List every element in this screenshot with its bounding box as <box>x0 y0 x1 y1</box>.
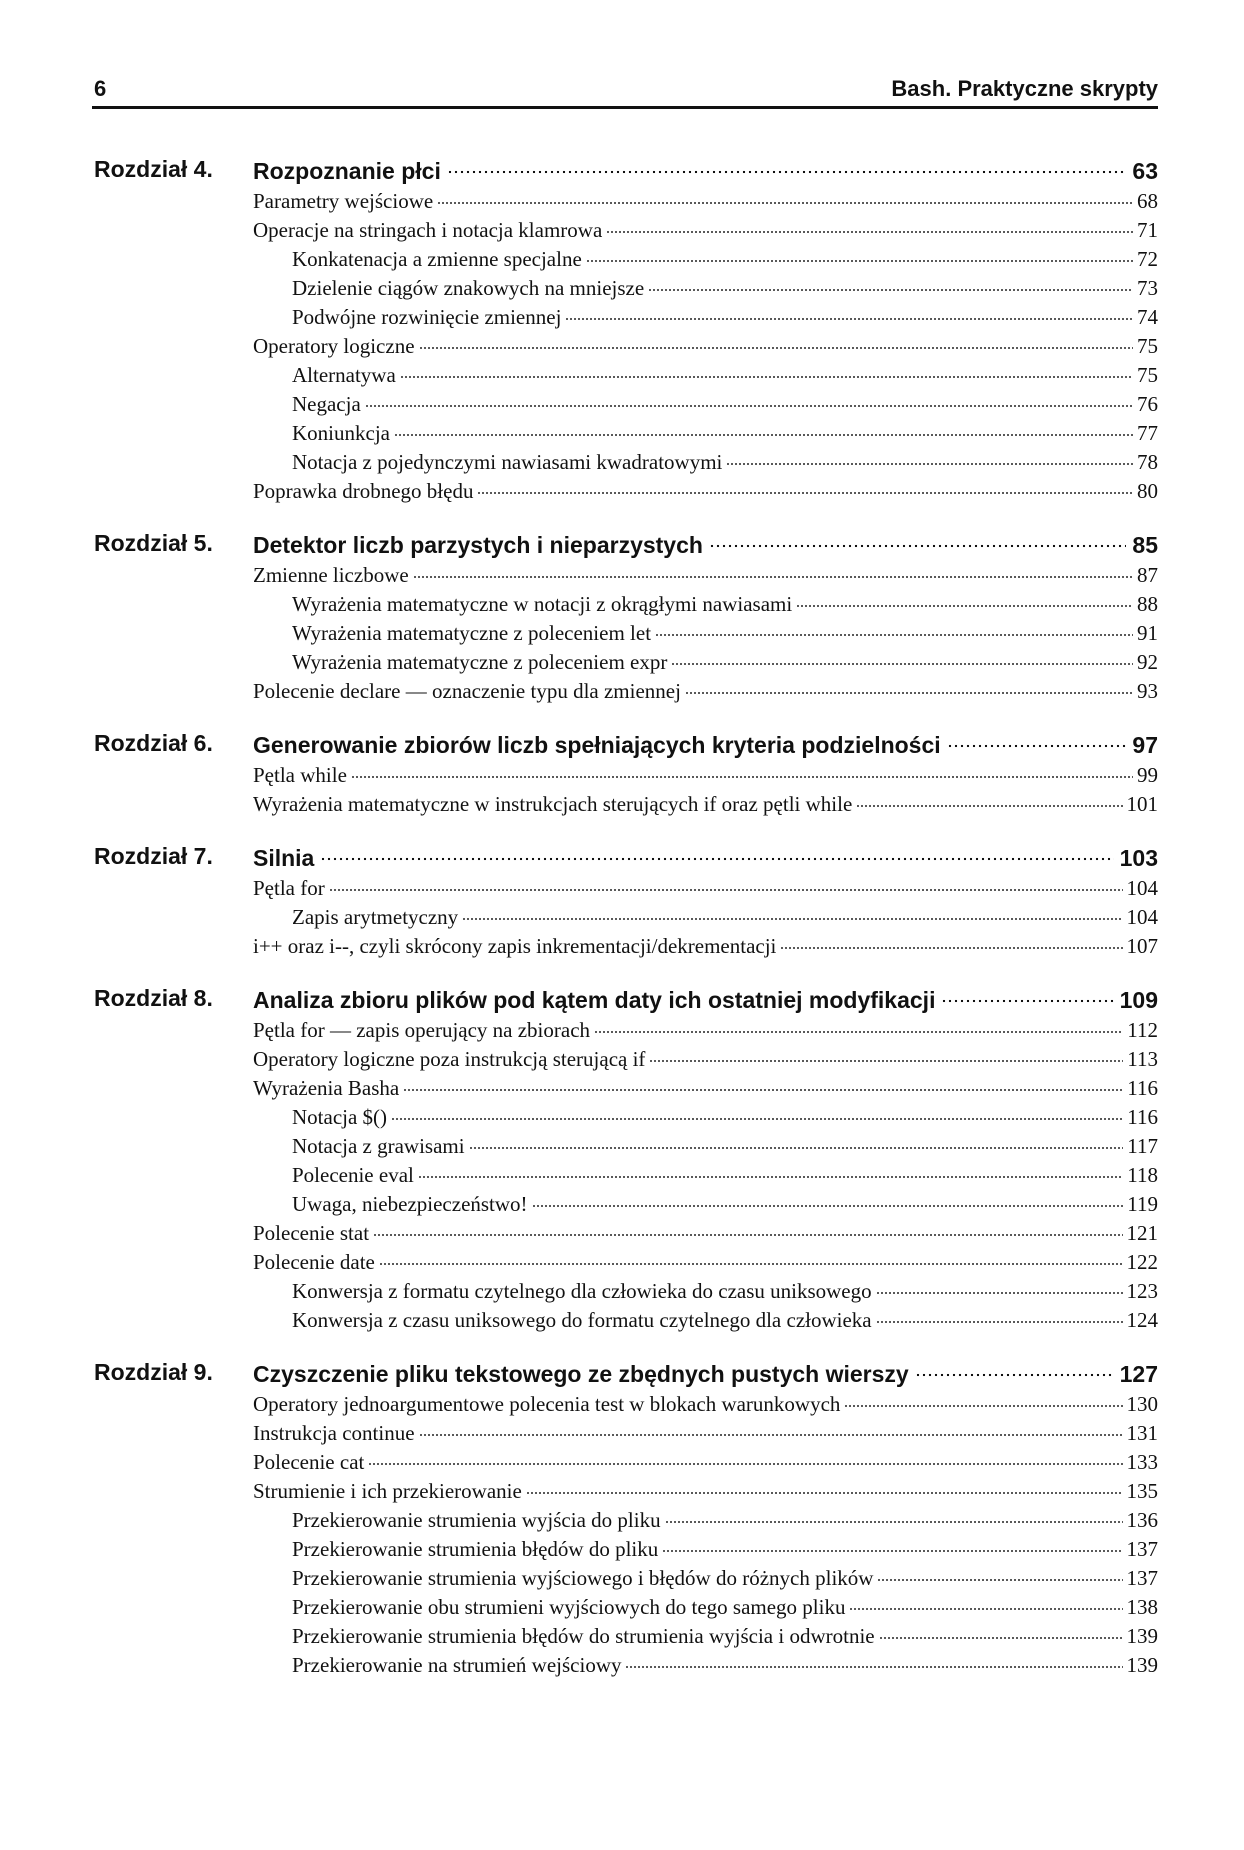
toc-chapter <box>92 152 1158 506</box>
entry-title: Notacja z grawisami <box>292 1134 465 1158</box>
dot-leader <box>726 448 1133 469</box>
entry-page-number: 117 <box>1127 1134 1158 1158</box>
entry-page-number: 118 <box>1127 1163 1158 1187</box>
entry-page-number: 72 <box>1137 247 1158 271</box>
entry-page-number: 137 <box>1126 1566 1158 1590</box>
entry-page-number: 88 <box>1137 592 1158 616</box>
entry-page-number: 75 <box>1137 334 1158 358</box>
toc-chapter <box>92 1355 1158 1680</box>
dot-leader <box>671 648 1133 669</box>
chapter-heading <box>92 839 1158 874</box>
toc-section <box>253 761 1158 790</box>
entry-title: Polecenie date <box>253 1250 375 1274</box>
toc-section <box>253 1448 1158 1477</box>
toc-subsection <box>292 1651 1158 1680</box>
dot-leader <box>876 1277 1123 1298</box>
chapter-title-line <box>253 843 1158 872</box>
entry-title: Uwaga, niebezpieczeństwo! <box>292 1192 528 1216</box>
entry-page-number: 107 <box>1126 934 1158 958</box>
chapter-heading <box>92 726 1158 761</box>
entry-page-number: 139 <box>1126 1653 1158 1677</box>
chapter-title: Rozpoznanie płci <box>253 158 441 184</box>
chapter-page-number: 103 <box>1119 845 1158 871</box>
chapter-heading <box>92 526 1158 561</box>
dot-leader <box>947 730 1127 753</box>
entry-title: Konwersja z formatu czytelnego dla człowieka do czasu uniksowego <box>292 1279 872 1303</box>
entry-title: Pętla while <box>253 763 347 787</box>
chapter-heading <box>92 152 1158 187</box>
chapter-title-line <box>253 1359 1158 1388</box>
book-title: Bash. Praktyczne skrypty <box>891 76 1158 101</box>
entry-title: Podwójne rozwinięcie zmiennej <box>292 305 562 329</box>
entry-page-number: 116 <box>1127 1076 1158 1100</box>
dot-leader <box>437 187 1133 208</box>
dot-leader <box>849 1593 1122 1614</box>
entry-title: Koniunkcja <box>292 421 390 445</box>
toc-chapter <box>92 526 1158 706</box>
toc-subsection <box>292 1132 1158 1161</box>
toc-subsection <box>292 303 1158 332</box>
entry-page-number: 87 <box>1137 563 1158 587</box>
entry-title: Alternatywa <box>292 363 396 387</box>
toc-chapter <box>92 726 1158 819</box>
dot-leader <box>709 530 1126 553</box>
chapter-title: Analiza zbioru plików pod kątem daty ich ostatniej modyfikacji <box>253 987 936 1013</box>
dot-leader <box>879 1622 1123 1643</box>
chapter-label: Rozdział 4. <box>94 156 213 182</box>
toc-subsection <box>292 1161 1158 1190</box>
chapter-title-line <box>253 985 1158 1014</box>
entry-page-number: 121 <box>1126 1221 1158 1245</box>
table-of-contents <box>92 152 1158 1700</box>
entry-title: Poprawka drobnego błędu <box>253 479 474 503</box>
dot-leader <box>462 903 1122 924</box>
chapter-label: Rozdział 5. <box>94 530 213 556</box>
dot-leader <box>329 874 1123 895</box>
entry-title: Operatory logiczne <box>253 334 415 358</box>
toc-section <box>253 1248 1158 1277</box>
entry-page-number: 137 <box>1126 1537 1158 1561</box>
entry-title: Instrukcja continue <box>253 1421 415 1445</box>
dot-leader <box>419 1419 1123 1440</box>
toc-section <box>253 477 1158 506</box>
dot-leader <box>368 1448 1122 1469</box>
toc-subsection <box>292 361 1158 390</box>
entry-title: Wyrażenia matematyczne z poleceniem let <box>292 621 652 645</box>
toc-section <box>253 874 1158 903</box>
entry-title: Pętla for <box>253 876 325 900</box>
entry-page-number: 93 <box>1137 679 1158 703</box>
entry-page-number: 76 <box>1137 392 1158 416</box>
entry-title: Operacje na stringach i notacja klamrowa <box>253 218 603 242</box>
page-number: 6 <box>94 76 107 101</box>
entry-page-number: 131 <box>1126 1421 1158 1445</box>
chapter-heading <box>92 981 1158 1016</box>
entry-page-number: 91 <box>1137 621 1158 645</box>
entry-page-number: 75 <box>1137 363 1158 387</box>
entry-page-number: 92 <box>1137 650 1158 674</box>
entry-title: Polecenie declare — oznaczenie typu dla zmiennej <box>253 679 681 703</box>
entry-title: Polecenie cat <box>253 1450 365 1474</box>
chapter-page-number: 97 <box>1132 732 1158 758</box>
toc-section <box>253 187 1158 216</box>
toc-chapter <box>92 839 1158 961</box>
toc-subsection <box>292 1306 1158 1335</box>
entry-title: Zmienne liczbowe <box>253 563 409 587</box>
entry-title: Pętla for — zapis operujący na zbiorach <box>253 1018 591 1042</box>
entry-page-number: 104 <box>1126 905 1158 929</box>
entry-title: Polecenie stat <box>253 1221 370 1245</box>
dot-leader <box>526 1477 1123 1498</box>
chapter-label: Rozdział 6. <box>94 730 213 756</box>
entry-title: Operatory logiczne poza instrukcją sterującą if <box>253 1047 646 1071</box>
dot-leader <box>418 1161 1123 1182</box>
entry-page-number: 138 <box>1126 1595 1158 1619</box>
chapter-page-number: 109 <box>1119 987 1158 1013</box>
toc-section <box>253 1219 1158 1248</box>
dot-leader <box>877 1564 1122 1585</box>
entry-page-number: 74 <box>1137 305 1158 329</box>
dot-leader <box>780 932 1122 953</box>
entry-title: Konkatenacja a zmienne specjalne <box>292 247 582 271</box>
entry-title: Operatory jednoargumentowe polecenia test w blokach warunkowych <box>253 1392 841 1416</box>
entry-title: Dzielenie ciągów znakowych na mniejsze <box>292 276 645 300</box>
toc-subsection <box>292 1277 1158 1306</box>
dot-leader <box>403 1074 1123 1095</box>
entry-page-number: 124 <box>1126 1308 1158 1332</box>
dot-leader <box>586 245 1133 266</box>
entry-page-number: 73 <box>1137 276 1158 300</box>
entry-page-number: 104 <box>1126 876 1158 900</box>
chapter-title: Generowanie zbiorów liczb spełniających kryteria podzielności <box>253 732 941 758</box>
toc-section <box>253 1477 1158 1506</box>
chapter-page-number: 63 <box>1132 158 1158 184</box>
entry-title: Negacja <box>292 392 361 416</box>
chapter-title-line <box>253 156 1158 185</box>
toc-section <box>253 1390 1158 1419</box>
dot-leader <box>373 1219 1122 1240</box>
dot-leader <box>655 619 1133 640</box>
dot-leader <box>447 156 1127 179</box>
toc-subsection <box>292 448 1158 477</box>
dot-leader <box>796 590 1133 611</box>
entry-title: Wyrażenia matematyczne z poleceniem expr <box>292 650 668 674</box>
toc-subsection <box>292 1622 1158 1651</box>
entry-page-number: 136 <box>1126 1508 1158 1532</box>
entry-page-number: 116 <box>1127 1105 1158 1129</box>
dot-leader <box>648 274 1133 295</box>
chapter-title-line <box>253 730 1158 759</box>
dot-leader <box>915 1359 1114 1382</box>
entry-title: Przekierowanie obu strumieni wyjściowych do tego samego pliku <box>292 1595 846 1619</box>
dot-leader <box>565 303 1133 324</box>
toc-section <box>253 1016 1158 1045</box>
chapter-page-number: 127 <box>1119 1361 1158 1387</box>
toc-chapter <box>92 981 1158 1335</box>
toc-section <box>253 790 1158 819</box>
toc-subsection <box>292 903 1158 932</box>
dot-leader <box>391 1103 1123 1124</box>
dot-leader <box>856 790 1122 811</box>
dot-leader <box>649 1045 1123 1066</box>
entry-title: Wyrażenia matematyczne w notacji z okrągłymi nawiasami <box>292 592 793 616</box>
toc-subsection <box>292 1190 1158 1219</box>
dot-leader <box>876 1306 1123 1327</box>
entry-title: Strumienie i ich przekierowanie <box>253 1479 522 1503</box>
entry-title: Notacja z pojedynczymi nawiasami kwadratowymi <box>292 450 723 474</box>
toc-subsection <box>292 619 1158 648</box>
entry-title: Notacja $() <box>292 1105 388 1129</box>
entry-page-number: 135 <box>1126 1479 1158 1503</box>
toc-subsection <box>292 1506 1158 1535</box>
dot-leader <box>365 390 1133 411</box>
entry-page-number: 113 <box>1127 1047 1158 1071</box>
dot-leader <box>469 1132 1124 1153</box>
dot-leader <box>625 1651 1122 1672</box>
dot-leader <box>665 1506 1123 1527</box>
entry-title: Wyrażenia matematyczne w instrukcjach sterujących if oraz pętli while <box>253 792 853 816</box>
entry-title: i++ oraz i--, czyli skrócony zapis inkrementacji/dekrementacji <box>253 934 777 958</box>
entry-page-number: 112 <box>1127 1018 1158 1042</box>
entry-title: Wyrażenia Basha <box>253 1076 400 1100</box>
chapter-title: Czyszczenie pliku tekstowego ze zbędnych pustych wierszy <box>253 1361 909 1387</box>
entry-title: Przekierowanie strumienia wyjścia do pliku <box>292 1508 661 1532</box>
entry-title: Parametry wejściowe <box>253 189 434 213</box>
entry-title: Przekierowanie na strumień wejściowy <box>292 1653 622 1677</box>
toc-subsection <box>292 1564 1158 1593</box>
toc-section <box>253 216 1158 245</box>
toc-section <box>253 561 1158 590</box>
dot-leader <box>594 1016 1123 1037</box>
entry-page-number: 77 <box>1137 421 1158 445</box>
toc-subsection <box>292 274 1158 303</box>
toc-subsection <box>292 1103 1158 1132</box>
entry-title: Zapis arytmetyczny <box>292 905 459 929</box>
toc-section <box>253 932 1158 961</box>
dot-leader <box>400 361 1133 382</box>
chapter-title-line <box>253 530 1158 559</box>
toc-subsection <box>292 590 1158 619</box>
toc-subsection <box>292 390 1158 419</box>
entry-page-number: 80 <box>1137 479 1158 503</box>
toc-subsection <box>292 419 1158 448</box>
dot-leader <box>532 1190 1124 1211</box>
entry-page-number: 130 <box>1126 1392 1158 1416</box>
dot-leader <box>320 843 1113 866</box>
toc-subsection <box>292 1535 1158 1564</box>
dot-leader <box>379 1248 1123 1269</box>
chapter-heading <box>92 1355 1158 1390</box>
dot-leader <box>941 985 1113 1008</box>
dot-leader <box>394 419 1133 440</box>
entry-page-number: 71 <box>1137 218 1158 242</box>
chapter-label: Rozdział 8. <box>94 985 213 1011</box>
running-header <box>92 70 1158 110</box>
dot-leader <box>351 761 1133 782</box>
chapter-label: Rozdział 9. <box>94 1359 213 1385</box>
toc-section <box>253 677 1158 706</box>
entry-title: Polecenie eval <box>292 1163 414 1187</box>
entry-title: Przekierowanie strumienia wyjściowego i błędów do różnych plików <box>292 1566 874 1590</box>
dot-leader <box>685 677 1133 698</box>
entry-title: Konwersja z czasu uniksowego do formatu czytelnego dla człowieka <box>292 1308 872 1332</box>
dot-leader <box>662 1535 1122 1556</box>
entry-page-number: 139 <box>1126 1624 1158 1648</box>
dot-leader <box>606 216 1133 237</box>
toc-section <box>253 332 1158 361</box>
toc-subsection <box>292 1593 1158 1622</box>
dot-leader <box>419 332 1133 353</box>
entry-title: Przekierowanie strumienia błędów do pliku <box>292 1537 659 1561</box>
entry-page-number: 68 <box>1137 189 1158 213</box>
header-rule <box>92 106 1158 109</box>
toc-section <box>253 1045 1158 1074</box>
toc-section <box>253 1419 1158 1448</box>
dot-leader <box>844 1390 1122 1411</box>
dot-leader <box>413 561 1133 582</box>
entry-page-number: 99 <box>1137 763 1158 787</box>
toc-subsection <box>292 648 1158 677</box>
entry-title: Przekierowanie strumienia błędów do strumienia wyjścia i odwrotnie <box>292 1624 875 1648</box>
chapter-title: Detektor liczb parzystych i nieparzystych <box>253 532 703 558</box>
entry-page-number: 133 <box>1126 1450 1158 1474</box>
entry-page-number: 119 <box>1127 1192 1158 1216</box>
chapter-page-number: 85 <box>1132 532 1158 558</box>
entry-page-number: 78 <box>1137 450 1158 474</box>
toc-section <box>253 1074 1158 1103</box>
dot-leader <box>477 477 1133 498</box>
entry-page-number: 101 <box>1126 792 1158 816</box>
entry-page-number: 122 <box>1126 1250 1158 1274</box>
chapter-title: Silnia <box>253 845 315 871</box>
toc-subsection <box>292 245 1158 274</box>
chapter-label: Rozdział 7. <box>94 843 213 869</box>
entry-page-number: 123 <box>1126 1279 1158 1303</box>
